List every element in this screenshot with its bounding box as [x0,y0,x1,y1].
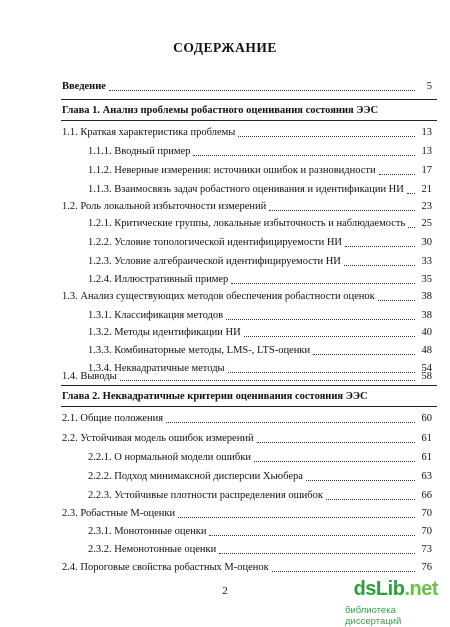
watermark-logo [345,578,450,627]
toc-leader-dots [120,379,415,381]
toc-entry-page: 40 [421,327,432,338]
toc-entry [88,183,432,196]
watermark-brand: dsLib [353,578,405,600]
toc-leader-dots [272,570,415,572]
page-title: СОДЕРЖАНИЕ [173,40,277,55]
toc-entry-label: 1.3.2. Методы идентификации НИ [88,327,241,338]
divider-chapter-2 [61,406,437,407]
toc-entry-page: 13 [421,127,432,138]
toc-entry-label: 1.2.2. Условие топологической идентифицируемости НИ [88,237,343,248]
toc-leader-dots [257,441,415,443]
toc-leader-dots [344,264,415,266]
toc-entry-label: Глава 2. Неквадратичные критерии оценивания состояния ЭЭС [62,391,368,402]
toc-entry-page: 70 [421,526,432,537]
toc-leader-dots [379,173,415,175]
toc-entry [88,525,432,538]
toc-entry [88,344,432,357]
toc-leader-dots [231,282,415,284]
toc-leader-dots [269,209,415,211]
toc-entry-label: 1.2.3. Условие алгебраической идентифицируемости НИ [88,256,341,267]
toc-leader-dots [226,318,415,320]
toc-entry [88,164,432,177]
toc-entry-page: 33 [421,256,432,267]
toc-entry [88,309,432,322]
toc-entry [88,255,432,268]
divider-top [61,99,437,100]
watermark-domain: .net [404,578,438,600]
toc-entry-page: 21 [421,184,432,195]
toc-entry-label: 1.1.2. Неверные измерения: источники ошибок и разновидности [88,165,376,176]
toc-entry-label: 2.2. Устойчивая модель ошибок измерений [62,433,254,444]
toc-entry-page: 30 [421,237,432,248]
toc-entry-label: 1.1.1. Вводный пример [88,146,191,157]
toc-entry-page: 23 [421,201,432,212]
toc-entry-page: 70 [421,508,432,519]
toc-entry-label: 2.2.3. Устойчивые плотности распределения ошибок [88,490,323,501]
divider-chapter-1 [61,120,437,121]
toc-entry-page: 58 [421,371,432,382]
toc-leader-dots [244,335,415,337]
toc-entry-label: 2.3.1. Монотонные оценки [88,526,207,537]
toc-entry-page: 61 [421,433,432,444]
toc-entry [62,126,432,139]
toc-entry [62,507,432,520]
watermark-tagline: библиотека диссертаций [345,605,402,627]
toc-entry-label: 2.4. Пороговые свойства робастных М-оценок [62,562,269,573]
toc-leader-dots [254,460,415,462]
page-number: 2 [222,585,228,597]
toc-entry-label: 1.3. Анализ существующих методов обеспечения робастности оценок [62,291,375,302]
toc-entry-label: Глава 1. Анализ проблемы робастного оценивания состояния ЭЭС [62,105,379,116]
toc-entry-label: 2.2.1. О нормальной модели ошибки [88,452,251,463]
toc-entry-label: 1.2. Роль локальной избыточности измерений [62,201,267,212]
toc-entry-page: 73 [421,544,432,555]
toc-leader-dots [209,534,415,536]
toc-entry [62,412,432,425]
toc-entry-label: 2.1. Общие положения [62,413,164,424]
toc-leader-dots [378,299,415,301]
toc-entry [88,451,432,464]
toc-entry [88,217,432,230]
toc-leader-dots [345,245,415,247]
toc-entry-label: 2.2.2. Подход минимаксной дисперсии Хьюбера [88,471,303,482]
toc-leader-dots [326,498,415,500]
toc-leader-dots [238,135,415,137]
toc-leader-dots [166,421,415,423]
toc-entry-page: 60 [421,413,432,424]
toc-entry [88,236,432,249]
toc-entry [88,470,432,483]
toc-entry-page: 54 [421,363,432,374]
toc-entry-label: 1.4. Выводы [62,371,117,382]
toc-entry-page: 48 [421,345,432,356]
toc-entry-label: 2.3. Робастные М-оценки [62,508,176,519]
toc-entry-page: 38 [421,291,432,302]
toc-entry-page: 76 [421,562,432,573]
toc-entry-page: 61 [421,452,432,463]
toc-entry-label: 1.1.3. Взаимосвязь задач робастного оценивания и идентификации НИ [88,184,404,195]
toc-entry [62,290,432,303]
toc-entry [62,80,432,93]
toc-entry [88,326,432,339]
toc-leader-dots [219,552,415,554]
toc-entry-label: 1.2.4. Иллюстративный пример [88,274,229,285]
toc-entry [88,489,432,502]
toc-leader-dots [109,89,415,91]
toc-leader-dots [408,226,415,228]
toc-entry [62,200,432,213]
toc-entry-label: 1.3.4. Неквадратичные методы [88,363,225,374]
toc-entry [62,370,432,383]
toc-chapter-heading [62,390,432,403]
toc-entry-page: 66 [421,490,432,501]
toc-entry-page: 35 [421,274,432,285]
toc-entry [88,145,432,158]
toc-entry-page: 38 [421,310,432,321]
toc-leader-dots [313,353,415,355]
toc-entry [88,273,432,286]
toc-entry-page: 25 [421,218,432,229]
toc-entry-page: 5 [426,81,432,92]
toc-leader-dots [193,154,415,156]
toc-leader-dots [306,479,415,481]
toc-entry-page: 63 [421,471,432,482]
toc-entry-page: 13 [421,146,432,157]
toc-entry-page: 17 [421,165,432,176]
toc-leader-dots [178,516,415,518]
toc-entry-label: 1.3.1. Классификация методов [88,310,224,321]
toc-entry-label: Введение [62,81,106,92]
toc-entry-label: 1.2.1. Критические группы, локальные избыточность и наблюдаемость [88,218,406,229]
toc-chapter-heading [62,104,432,117]
toc-entry [62,432,432,445]
toc-entry-label: 1.3.3. Комбинаторные методы, LMS-, LTS-оценки [88,345,311,356]
toc-leader-dots [407,192,415,194]
divider-chapter-1-bottom [61,385,437,386]
toc-entry [88,543,432,556]
toc-entry [62,561,432,574]
toc-entry-label: 2.3.2. Немонотонные оценки [88,544,217,555]
toc-entry-label: 1.1. Краткая характеристика проблемы [62,127,236,138]
